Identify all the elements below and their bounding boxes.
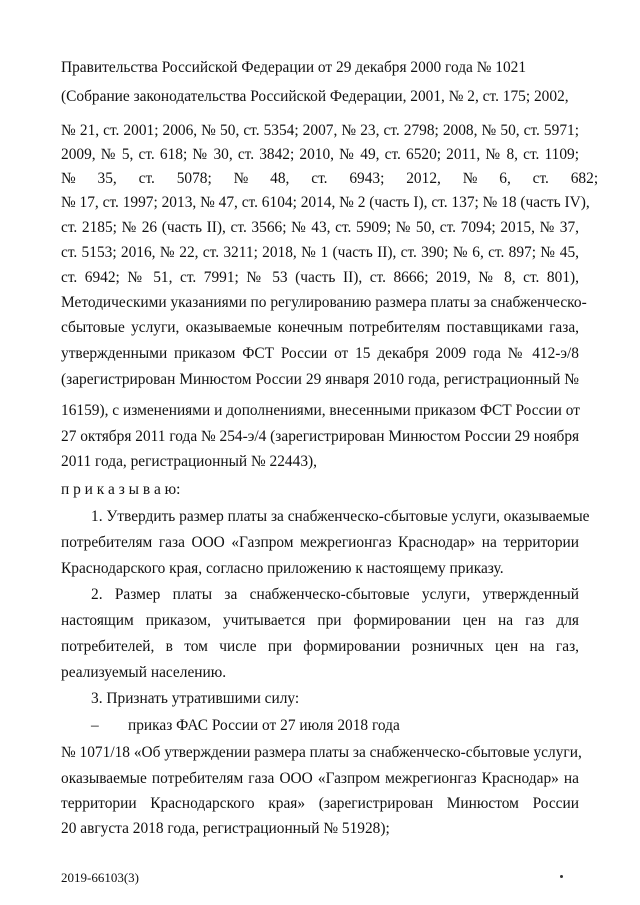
text-line: оказываемые потребителям газа ООО «Газпром межрегионгаз Краснодар» на: [61, 770, 579, 787]
text-line: настоящим приказом, учитывается при формировании цен на газ для: [61, 612, 579, 629]
text-line: 20 августа 2018 года, регистрационный № 51928);: [61, 820, 390, 837]
text-line: (Собрание законодательства Российской Федерации, 2001, № 2, ст. 175; 2002,: [61, 88, 569, 105]
text-line: (зарегистрирован Минюстом России 29 января 2010 года, регистрационный №: [61, 371, 579, 388]
text-line: 2. Размер платы за снабженческо-сбытовые услуги, утвержденный: [91, 586, 579, 603]
scan-dot: [560, 875, 563, 878]
text-line: Правительства Российской Федерации от 29 декабря 2000 года № 1021: [61, 59, 527, 76]
text-line: территории Краснодарского края» (зарегистрирован Минюстом России: [61, 795, 579, 812]
text-line: № 21, ст. 2001; 2006, № 50, ст. 5354; 2007, № 23, ст. 2798; 2008, № 50, ст. 5971;: [61, 122, 579, 139]
text-line: ст. 2185; № 26 (часть II), ст. 3566; № 43, ст. 5909; № 50, ст. 7094; 2015, № 37,: [61, 219, 579, 236]
text-line: 2011 года, регистрационный № 22443),: [61, 453, 317, 470]
text-line: утвержденными приказом ФСТ России от 15 декабря 2009 года № 412-э/8: [61, 345, 579, 362]
text-line: 16159), с изменениями и дополнениями, внесенными приказом ФСТ России от: [61, 402, 580, 419]
text-line: 2009, № 5, ст. 618; № 30, ст. 3842; 2010, № 49, ст. 6520; 2011, № 8, ст. 1109;: [61, 146, 579, 163]
text-line: Краснодарского края, согласно приложению к настоящему приказу.: [61, 560, 504, 577]
list-dash: –: [91, 717, 99, 734]
order-keyword: п р и к а з ы в а ю:: [61, 481, 181, 498]
text-line: сбытовые услуги, оказываемые конечным потребителям поставщиками газа,: [61, 319, 579, 336]
text-line: № 1071/18 «Об утверждении размера платы за снабженческо-сбытовые услуги,: [61, 744, 582, 761]
text-line: ст. 5153; 2016, № 22, ст. 3211; 2018, № 1 (часть II), ст. 390; № 6, ст. 897; № 45,: [61, 244, 579, 261]
list-item-text: приказ ФАС России от 27 июля 2018 года: [128, 717, 400, 734]
text-line: ст. 6942; № 51, ст. 7991; № 53 (часть II), ст. 8666; 2019, № 8, ст. 801),: [61, 269, 579, 286]
text-line: потребителей, в том числе при формировании розничных цен на газ,: [61, 638, 579, 655]
text-line: 27 октября 2011 года № 254-э/4 (зарегистрирован Минюстом России 29 ноября: [61, 428, 580, 445]
list-item: [91, 716, 579, 736]
text-line: 3. Признать утратившими силу:: [91, 690, 300, 707]
text-line: 1. Утвердить размер платы за снабженческо-сбытовые услуги, оказываемые: [91, 508, 590, 525]
text-line: потребителям газа ООО «Газпром межрегионгаз Краснодар» на территории: [61, 534, 579, 551]
text-line: реализуемый населению.: [61, 664, 227, 681]
text-line: № 35, ст. 5078; № 48, ст. 6943; 2012, № 6, ст. 682;: [61, 170, 599, 187]
text-line: № 17, ст. 1997; 2013, № 47, ст. 6104; 2014, № 2 (часть I), ст. 137; № 18 (часть IV),: [61, 194, 590, 211]
document-number-footer: 2019-66103(3): [61, 870, 139, 885]
text-line: Методическими указаниями по регулированию размера платы за снабженческо-: [61, 294, 587, 311]
